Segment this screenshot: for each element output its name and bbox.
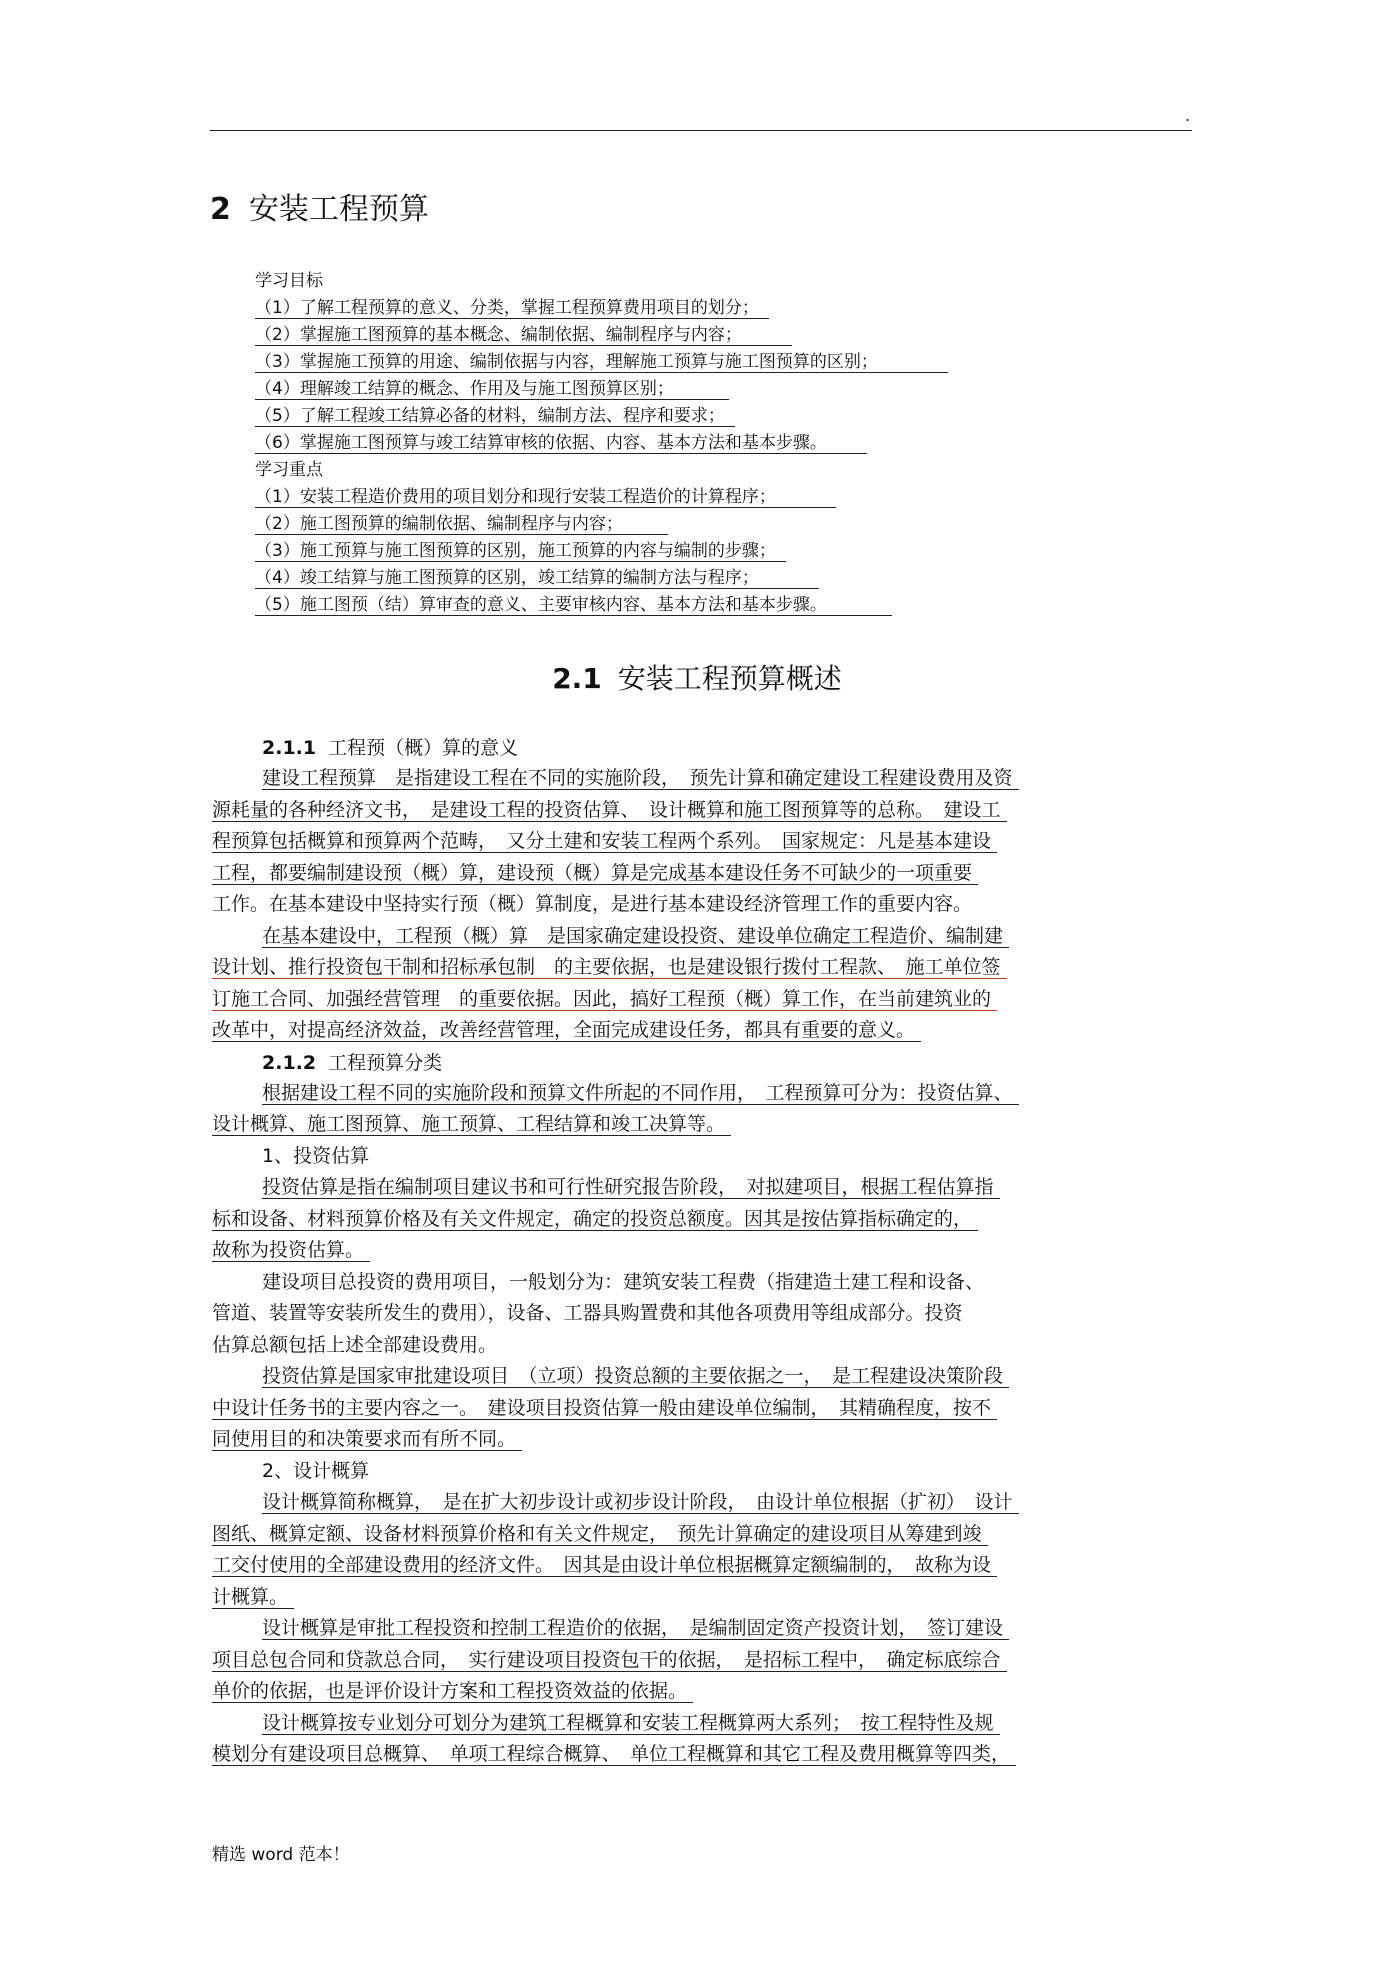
focus-heading: 学习重点 (255, 460, 323, 480)
goal-item: （1）了解工程预算的意义、分类，掌握工程预算费用项目的划分； (255, 295, 948, 322)
focus-item: （5）施工图预（结）算审查的意义、主要审核内容、基本方法和基本步骤。 (255, 592, 948, 619)
section-number: 2.1 (552, 662, 602, 695)
subsection-heading-2-1-1: 2.1.1 工程预（概）算的意义 (262, 737, 519, 759)
paragraph-line: 同使用目的和决策要求而有所不同。 (212, 1425, 1192, 1457)
paragraph-line: 管道、装置等安装所发生的费用），设备、工器具购置费和其他各项费用等组成部分。投资 (212, 1302, 963, 1324)
paragraph-line: 标和设备、材料预算价格及有关文件规定，确定的投资总额度。因其是按估算指标确定的， (212, 1205, 1192, 1237)
paragraph-line: 中设计任务书的主要内容之一。 建设项目投资估算一般由建设单位编制， 其精确程度，按不 (212, 1394, 1192, 1426)
paragraph-line: 工交付使用的全部建设费用的经济文件。 因其是由设计单位根据概算定额编制的， 故称为设 (212, 1551, 1192, 1583)
focus-item: （4）竣工结算与施工图预算的区别，竣工结算的编制方法与程序； (255, 565, 948, 592)
subtopic-heading: 1、投资估算 (262, 1144, 370, 1167)
header-rule (210, 130, 1192, 131)
paragraph-line: 计概算。 (212, 1583, 1192, 1615)
paragraph-line: 源耗量的各种经济文书， 是建设工程的投资估算、 设计概算和施工图预算等的总称。 建设工 (212, 796, 1192, 828)
goal-item: （4）理解竣工结算的概念、作用及与施工图预算区别； (255, 376, 948, 403)
paragraph-line: 根据建设工程不同的实施阶段和预算文件所起的不同作用， 工程预算可分为：投资估算、 (212, 1079, 1192, 1111)
paragraph-line: 程预算包括概算和预算两个范畴， 又分土建和安装工程两个系列。 国家规定：凡是基本建设 (212, 827, 1192, 859)
paragraph-line: 建设工程预算 是指建设工程在不同的实施阶段， 预先计算和确定建设工程建设费用及资 (212, 764, 1192, 796)
paragraph-line: 改革中，对提高经济效益，改善经营管理，全面完成建设任务，都具有重要的意义。 (212, 1016, 1192, 1048)
goal-item: （5）了解工程竣工结算必备的材料，编制方法、程序和要求； (255, 403, 948, 430)
goal-item: （3）掌握施工预算的用途、编制依据与内容，理解施工预算与施工图预算的区别； (255, 349, 948, 376)
header-dot: . (1185, 106, 1191, 125)
paragraph-line: 在基本建设中，工程预（概）算 是国家确定建设投资、建设单位确定工程造价、编制建 (212, 922, 1192, 954)
chapter-title (210, 190, 429, 230)
goals-heading: 学习目标 (255, 271, 323, 291)
paragraph-line: 估算总额包括上述全部建设费用。 (212, 1333, 498, 1356)
paragraph-line: 设计概算简称概算， 是在扩大初步设计或初步设计阶段， 由设计单位根据（扩初） 设计 (212, 1488, 1192, 1520)
focus-item: （1）安装工程造价费用的项目划分和现行安装工程造价的计算程序； (255, 484, 948, 511)
section-body (212, 733, 1192, 1772)
paragraph-line: 建设项目总投资的费用项目，一般划分为：建筑安装工程费（指建造土建工程和设备、 (262, 1270, 985, 1293)
paragraph-line: 模划分有建设项目总概算、 单项工程综合概算、 单位工程概算和其它工程及费用概算等四类， (212, 1740, 1192, 1772)
paragraph-line: 工程，都要编制建设预（概）算，建设预（概）算是完成基本建设任务不可缺少的一项重要 (212, 859, 1192, 891)
chapter-title-text: 安装工程预算 (248, 192, 429, 227)
focus-item: （2）施工图预算的编制依据、编制程序与内容； (255, 511, 948, 538)
paragraph-line: 订施工合同、加强经营管理 的重要依据。因此，搞好工程预（概）算工作，在当前建筑业的 (212, 985, 1192, 1017)
goal-item: （6）掌握施工图预算与竣工结算审核的依据、内容、基本方法和基本步骤。 (255, 430, 948, 457)
paragraph-line: 设计概算是审批工程投资和控制工程造价的依据， 是编制固定资产投资计划， 签订建设 (212, 1614, 1192, 1646)
paragraph-line: 设计划、推行投资包干制和招标承包制 的主要依据，也是建设银行拨付工程款、 施工单位签 (212, 953, 1192, 985)
paragraph-line: 投资估算是指在编制项目建议书和可行性研究报告阶段， 对拟建项目，根据工程估算指 (212, 1173, 1192, 1205)
paragraph-line: 设计概算、施工图预算、施工预算、工程结算和竣工决算等。 (212, 1110, 1192, 1142)
paragraph-line: 投资估算是国家审批建设项目 （立项）投资总额的主要依据之一， 是工程建设决策阶段 (212, 1362, 1192, 1394)
paragraph-line: 图纸、概算定额、设备材料预算价格和有关文件规定， 预先计算确定的建设项目从筹建到竣 (212, 1520, 1192, 1552)
paragraph-line: 单价的依据，也是评价设计方案和工程投资效益的依据。 (212, 1677, 1192, 1709)
section-title-text: 安装工程预算概述 (617, 662, 842, 695)
paragraph-line: 设计概算按专业划分可划分为建筑工程概算和安装工程概算两大系列； 按工程特性及规 (212, 1709, 1192, 1741)
subtopic-heading: 2、设计概算 (262, 1459, 370, 1482)
paragraph-line: 故称为投资估算。 (212, 1236, 1192, 1268)
subsection-heading-2-1-2: 2.1.2 工程预算分类 (262, 1051, 443, 1074)
paragraph-line: 工作。在基本建设中坚持实行预（概）算制度，是进行基本建设经济管理工作的重要内容。 (212, 893, 973, 915)
section-title (0, 660, 1394, 698)
goal-item: （2）掌握施工图预算的基本概念、编制依据、编制程序与内容； (255, 322, 948, 349)
focus-item: （3）施工预算与施工图预算的区别，施工预算的内容与编制的步骤； (255, 538, 948, 565)
page-footer: 精选 word 范本！ (212, 1845, 350, 1865)
learning-goals-block (255, 268, 948, 619)
paragraph-line: 项目总包合同和贷款总合同， 实行建设项目投资包干的依据， 是招标工程中， 确定标底综合 (212, 1646, 1192, 1678)
chapter-number: 2 (210, 192, 231, 227)
